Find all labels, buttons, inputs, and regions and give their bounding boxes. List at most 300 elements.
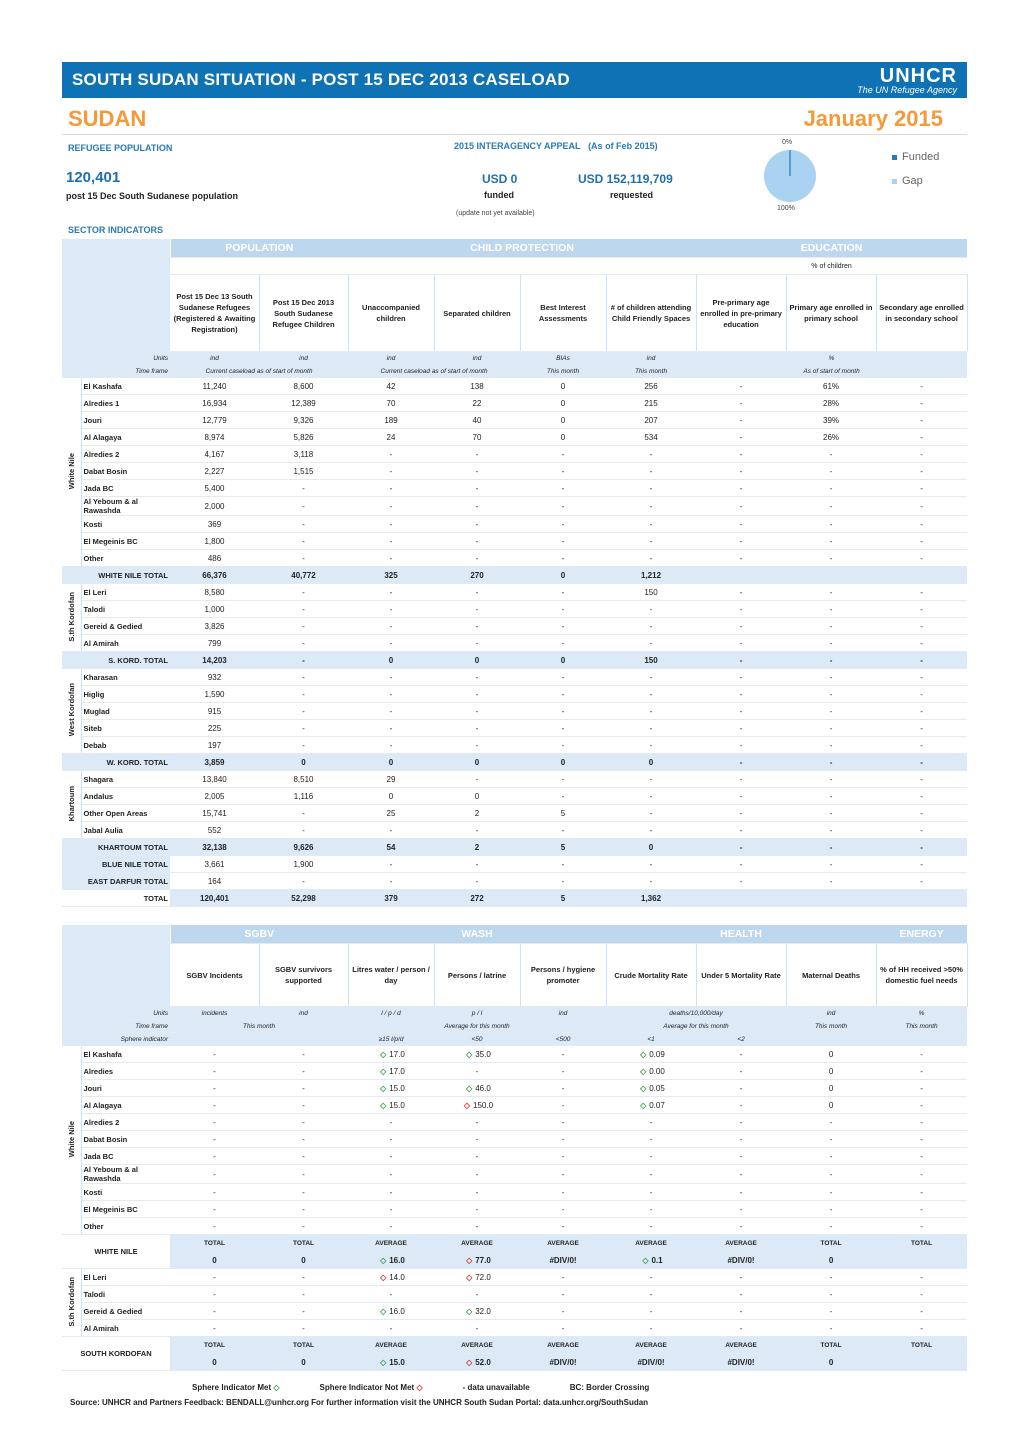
value-cell (170, 1269, 259, 1286)
value-cell: - (520, 686, 606, 703)
table-row (62, 463, 967, 480)
value-cell (348, 1269, 434, 1286)
value-cell (520, 1354, 606, 1371)
table-row (62, 1063, 967, 1080)
location-cell: Al Yeboum & al Rawashda (81, 1165, 170, 1184)
value-cell: - (520, 533, 606, 550)
value-cell (434, 1131, 520, 1148)
value-cell: 26% (786, 429, 876, 446)
value-text: - (302, 1066, 305, 1076)
table-row (62, 1184, 967, 1201)
requested-value: USD 152,119,709 (578, 172, 673, 186)
value-cell: 486 (170, 550, 259, 567)
location-cell: El Megeinis BC (81, 1201, 170, 1218)
value-text: - (739, 1117, 743, 1127)
value-cell: - (696, 788, 786, 805)
value-cell (696, 1303, 786, 1320)
aggregate-label: AVERAGE (696, 1235, 786, 1252)
location-cell: Higlig (81, 686, 170, 703)
value-cell: 9,326 (259, 412, 348, 429)
value-cell: - (259, 720, 348, 737)
value-cell (786, 1218, 876, 1235)
value-cell: - (606, 601, 696, 618)
value-cell (786, 1269, 876, 1286)
extra-total-label: TOTAL (62, 890, 170, 907)
value-cell: - (786, 497, 876, 516)
value-cell (170, 1165, 259, 1184)
value-cell: 5 (520, 805, 606, 822)
value-cell (348, 1252, 434, 1269)
column-header: Post 15 Dec 13 South Sudanese Refugees (Registered & Awaiting Registration) (170, 275, 259, 352)
timeframe-row (62, 1020, 967, 1033)
location-cell: Alredies (81, 1063, 170, 1080)
table-row (62, 1097, 967, 1114)
total-cell: - (876, 873, 967, 890)
value-cell: 2,005 (170, 788, 259, 805)
unit-cell: ind (348, 352, 434, 365)
section-health: HEALTH (606, 925, 876, 944)
table-row (62, 395, 967, 412)
value-cell: - (606, 463, 696, 480)
total-cell: 54 (348, 839, 434, 856)
value-cell: - (786, 703, 876, 720)
value-cell: - (876, 737, 967, 754)
value-text: 0.00 (649, 1066, 665, 1076)
value-cell: - (520, 601, 606, 618)
table-row (62, 378, 967, 395)
aggregate-label-row (62, 1235, 967, 1252)
value-text: - (561, 1187, 565, 1197)
sphere-notmet-icon: ◇ (466, 1255, 473, 1265)
value-text: - (389, 1323, 393, 1333)
value-cell: - (434, 550, 520, 567)
sector-indicators-label: SECTOR INDICATORS (68, 225, 164, 235)
value-cell: 8,510 (259, 771, 348, 788)
sphere-label: Sphere indicator (62, 1033, 170, 1046)
value-text: - (649, 1151, 653, 1161)
value-text: 32.0 (475, 1306, 491, 1316)
value-text: 0 (828, 1255, 834, 1265)
value-cell: 12,389 (259, 395, 348, 412)
value-cell: - (259, 635, 348, 652)
legend-bc: BC: Border Crossing (569, 1383, 650, 1392)
region-total-label: W. KORD. TOTAL (62, 754, 170, 771)
value-cell (520, 1097, 606, 1114)
unit-cell: ind (786, 1007, 876, 1020)
value-cell: - (434, 669, 520, 686)
value-cell: - (434, 720, 520, 737)
value-text: - (389, 1221, 393, 1231)
sphere-cell: <2 (696, 1033, 786, 1046)
value-cell (348, 1165, 434, 1184)
value-cell: 1,116 (259, 788, 348, 805)
timeframe-child-protection: Current caseload as of start of month (348, 365, 520, 378)
value-cell: - (348, 720, 434, 737)
table-row (62, 669, 967, 686)
table-row (62, 584, 967, 601)
value-cell (876, 1097, 967, 1114)
value-cell (170, 1063, 259, 1080)
value-cell (606, 1252, 696, 1269)
value-cell (786, 1252, 876, 1269)
value-cell (606, 1063, 696, 1080)
value-cell (348, 1114, 434, 1131)
sphere-notmet-icon: ◇ (466, 1272, 473, 1282)
total-cell: 14,203 (170, 652, 259, 669)
region-total-row (62, 1354, 967, 1371)
value-text: - (302, 1083, 305, 1093)
value-cell: - (259, 533, 348, 550)
value-text: 0 (828, 1357, 834, 1367)
value-cell (696, 1269, 786, 1286)
value-cell (606, 1114, 696, 1131)
value-text: 15.0 (389, 1083, 405, 1093)
value-cell: - (520, 669, 606, 686)
region-label (62, 1269, 81, 1337)
value-cell: - (696, 480, 786, 497)
region-label (62, 771, 81, 839)
value-cell (434, 1148, 520, 1165)
table-row (62, 550, 967, 567)
value-text: - (213, 1289, 216, 1299)
timeframe-energy: This month (876, 1020, 967, 1033)
value-cell (520, 1286, 606, 1303)
value-cell: - (520, 788, 606, 805)
value-cell (259, 1080, 348, 1097)
value-cell (259, 1046, 348, 1063)
location-cell: Gereid & Gedied (81, 618, 170, 635)
column-header: Crude Mortality Rate (606, 944, 696, 1007)
value-cell (786, 1286, 876, 1303)
location-cell: El Leri (81, 584, 170, 601)
total-cell: - (696, 754, 786, 771)
value-text: #DIV/0! (727, 1255, 755, 1265)
value-text: - (213, 1323, 216, 1333)
table-row (62, 1218, 967, 1235)
value-cell (606, 1218, 696, 1235)
country-row (62, 104, 967, 135)
timeframe-education: As of start of month (696, 365, 967, 378)
table-row (62, 1269, 967, 1286)
aggregate-label: AVERAGE (606, 1235, 696, 1252)
section-header-row (62, 239, 967, 258)
value-cell: - (606, 516, 696, 533)
legend-notmet-label: Sphere Indicator Not Met (319, 1383, 415, 1392)
value-text: 15.0 (389, 1357, 405, 1367)
value-cell (348, 1080, 434, 1097)
value-cell: - (696, 771, 786, 788)
value-cell: - (348, 446, 434, 463)
value-cell: - (696, 463, 786, 480)
region-total-row (62, 652, 967, 669)
sphere-cell (170, 1033, 259, 1046)
aggregate-label: TOTAL (876, 1337, 967, 1354)
value-text: - (475, 1151, 479, 1161)
aggregate-label: TOTAL (170, 1337, 259, 1354)
value-cell (520, 1046, 606, 1063)
value-text: - (561, 1117, 565, 1127)
value-cell: 150 (606, 584, 696, 601)
value-cell (259, 1063, 348, 1080)
region-label-text: Khartoum (66, 785, 76, 822)
value-cell: - (348, 533, 434, 550)
location-cell: El Kashafa (81, 378, 170, 395)
value-cell (696, 1114, 786, 1131)
column-header: Primary age enrolled in primary school (786, 275, 876, 352)
value-cell (434, 1080, 520, 1097)
value-cell (520, 1320, 606, 1337)
value-text: - (739, 1151, 743, 1161)
column-header: Persons / hygiene promoter (520, 944, 606, 1007)
value-cell: 8,580 (170, 584, 259, 601)
value-cell: - (786, 686, 876, 703)
units-label: Units (62, 1007, 170, 1020)
value-text: - (302, 1151, 305, 1161)
value-cell (786, 1114, 876, 1131)
value-cell (348, 1063, 434, 1080)
value-cell (876, 1320, 967, 1337)
total-cell: 0 (434, 652, 520, 669)
table-row (62, 1148, 967, 1165)
value-cell (348, 1303, 434, 1320)
sphere-met-icon: ◇ (640, 1100, 647, 1110)
appeal-asof: (As of Feb 2015) (588, 141, 658, 151)
value-text: - (649, 1306, 653, 1316)
value-cell: - (259, 618, 348, 635)
total-cell: 0 (606, 754, 696, 771)
value-cell (434, 1286, 520, 1303)
value-text: 72.0 (475, 1272, 491, 1282)
table-row (62, 497, 967, 516)
value-text: - (213, 1134, 216, 1144)
value-text: - (389, 1169, 393, 1179)
total-cell: - (786, 652, 876, 669)
value-cell (259, 1286, 348, 1303)
region-label (62, 584, 81, 652)
total-cell: 5 (520, 839, 606, 856)
appeal-label (454, 141, 658, 151)
sphere-cell: <1 (606, 1033, 696, 1046)
total-cell: 3,661 (170, 856, 259, 873)
value-cell: - (434, 686, 520, 703)
value-text: 0 (301, 1357, 306, 1367)
value-text: - (920, 1204, 923, 1214)
value-cell: - (606, 805, 696, 822)
value-cell: 12,779 (170, 412, 259, 429)
value-cell: - (520, 703, 606, 720)
value-cell (170, 1131, 259, 1148)
value-cell (170, 1201, 259, 1218)
report-title: SOUTH SUDAN SITUATION - POST 15 DEC 2013 CASELOAD (72, 70, 570, 89)
value-cell (696, 1184, 786, 1201)
value-cell (348, 1354, 434, 1371)
value-cell: - (786, 669, 876, 686)
total-cell: 0 (520, 754, 606, 771)
value-cell (259, 1148, 348, 1165)
total-cell: 5 (520, 890, 606, 907)
value-text: - (213, 1169, 216, 1179)
total-cell: 1,362 (606, 890, 696, 907)
value-cell: - (606, 703, 696, 720)
value-cell: - (786, 737, 876, 754)
column-header: Best Interest Assessments (520, 275, 606, 352)
total-cell: 52,298 (259, 890, 348, 907)
value-cell (259, 1218, 348, 1235)
value-cell: - (606, 686, 696, 703)
appeal-label-text: 2015 INTERAGENCY APPEAL (454, 141, 581, 151)
value-cell (520, 1201, 606, 1218)
value-cell: 197 (170, 737, 259, 754)
total-cell: - (786, 839, 876, 856)
value-text: - (649, 1221, 653, 1231)
unit-cell: l / p / d (348, 1007, 434, 1020)
stub-cell (62, 275, 170, 352)
column-header: # of children attending Child Friendly Spaces (606, 275, 696, 352)
value-text: - (561, 1323, 565, 1333)
column-header: Separated children (434, 275, 520, 352)
table-row (62, 737, 967, 754)
value-cell: 207 (606, 412, 696, 429)
funding-pie-chart (762, 148, 818, 204)
aggregate-label: TOTAL (259, 1235, 348, 1252)
logo-main-text: UNHCR (879, 64, 957, 87)
value-text: 16.0 (389, 1306, 405, 1316)
value-cell: 61% (786, 378, 876, 395)
value-cell: - (434, 635, 520, 652)
value-cell: - (520, 550, 606, 567)
value-text: - (213, 1066, 216, 1076)
value-text: - (920, 1306, 923, 1316)
total-cell: - (696, 856, 786, 873)
value-cell: - (876, 463, 967, 480)
value-cell (259, 1184, 348, 1201)
value-cell: - (876, 533, 967, 550)
aggregate-label: AVERAGE (434, 1337, 520, 1354)
column-header: SGBV survivors supported (259, 944, 348, 1007)
sphere-row (62, 1033, 967, 1046)
value-cell: - (348, 463, 434, 480)
value-text: 150.0 (473, 1100, 494, 1110)
value-cell (259, 1165, 348, 1184)
location-cell: Jada BC (81, 1148, 170, 1165)
value-text: - (213, 1100, 216, 1110)
location-cell: Other (81, 1218, 170, 1235)
total-cell (696, 567, 786, 584)
value-cell: 11,240 (170, 378, 259, 395)
location-cell: Gereid & Gedied (81, 1303, 170, 1320)
sphere-met-icon: ◇ (640, 1083, 647, 1093)
value-text: - (475, 1204, 479, 1214)
total-cell: 32,138 (170, 839, 259, 856)
value-text: - (213, 1221, 216, 1231)
value-cell: - (606, 737, 696, 754)
value-text: - (739, 1272, 743, 1282)
value-text: - (829, 1169, 833, 1179)
value-cell: 42 (348, 378, 434, 395)
value-cell: 552 (170, 822, 259, 839)
value-cell (520, 1184, 606, 1201)
value-text: - (739, 1323, 743, 1333)
value-cell (786, 1165, 876, 1184)
value-cell: - (786, 480, 876, 497)
value-cell: 4,167 (170, 446, 259, 463)
aggregate-label: TOTAL (786, 1337, 876, 1354)
value-cell (696, 1131, 786, 1148)
total-cell: - (876, 839, 967, 856)
column-header: Persons / latrine (434, 944, 520, 1007)
table-row (62, 533, 967, 550)
value-cell: 138 (434, 378, 520, 395)
value-cell: - (696, 378, 786, 395)
value-cell (170, 1354, 259, 1371)
table-row (62, 1080, 967, 1097)
value-text: - (561, 1306, 565, 1316)
value-cell (786, 1080, 876, 1097)
location-cell: El Megeinis BC (81, 533, 170, 550)
summary-section (62, 135, 967, 223)
value-text: - (649, 1169, 653, 1179)
timeframe-population: Current caseload as of start of month (170, 365, 348, 378)
section-header-row (62, 925, 967, 944)
value-text: - (561, 1100, 565, 1110)
value-cell: - (696, 533, 786, 550)
sphere-met-icon: ◇ (640, 1049, 647, 1059)
value-cell: - (434, 601, 520, 618)
total-cell: 0 (520, 652, 606, 669)
value-cell (348, 1184, 434, 1201)
value-text: - (302, 1204, 305, 1214)
value-cell (876, 1046, 967, 1063)
value-text: - (561, 1151, 565, 1161)
sphere-met-icon: ◇ (642, 1255, 649, 1265)
total-cell: - (348, 873, 434, 890)
value-cell: 8,974 (170, 429, 259, 446)
value-cell (606, 1303, 696, 1320)
value-cell: - (786, 516, 876, 533)
value-cell (696, 1097, 786, 1114)
value-text: #DIV/0! (727, 1357, 755, 1367)
units-row (62, 1007, 967, 1020)
value-text: 14.0 (389, 1272, 405, 1282)
value-cell: - (520, 720, 606, 737)
sphere-met-icon: ◇ (466, 1049, 473, 1059)
location-cell: Siteb (81, 720, 170, 737)
timeframe-row (62, 365, 967, 378)
total-cell: 66,376 (170, 567, 259, 584)
value-cell: - (259, 805, 348, 822)
value-cell: - (259, 703, 348, 720)
value-cell (696, 1320, 786, 1337)
total-cell: - (786, 754, 876, 771)
location-cell: Dabat Bosin (81, 1131, 170, 1148)
value-cell (434, 1218, 520, 1235)
total-cell: - (696, 839, 786, 856)
value-text: - (920, 1323, 923, 1333)
value-text: - (302, 1289, 305, 1299)
value-cell: 16,934 (170, 395, 259, 412)
value-cell: - (786, 446, 876, 463)
value-text: #DIV/0! (637, 1357, 665, 1367)
value-cell: - (259, 822, 348, 839)
value-text: - (920, 1272, 923, 1282)
value-cell: - (876, 703, 967, 720)
extra-total-row (62, 873, 967, 890)
value-cell (170, 1286, 259, 1303)
appeal-note: (update not yet available) (456, 210, 535, 217)
value-cell (876, 1165, 967, 1184)
stub-cell (62, 258, 170, 275)
value-cell (170, 1097, 259, 1114)
